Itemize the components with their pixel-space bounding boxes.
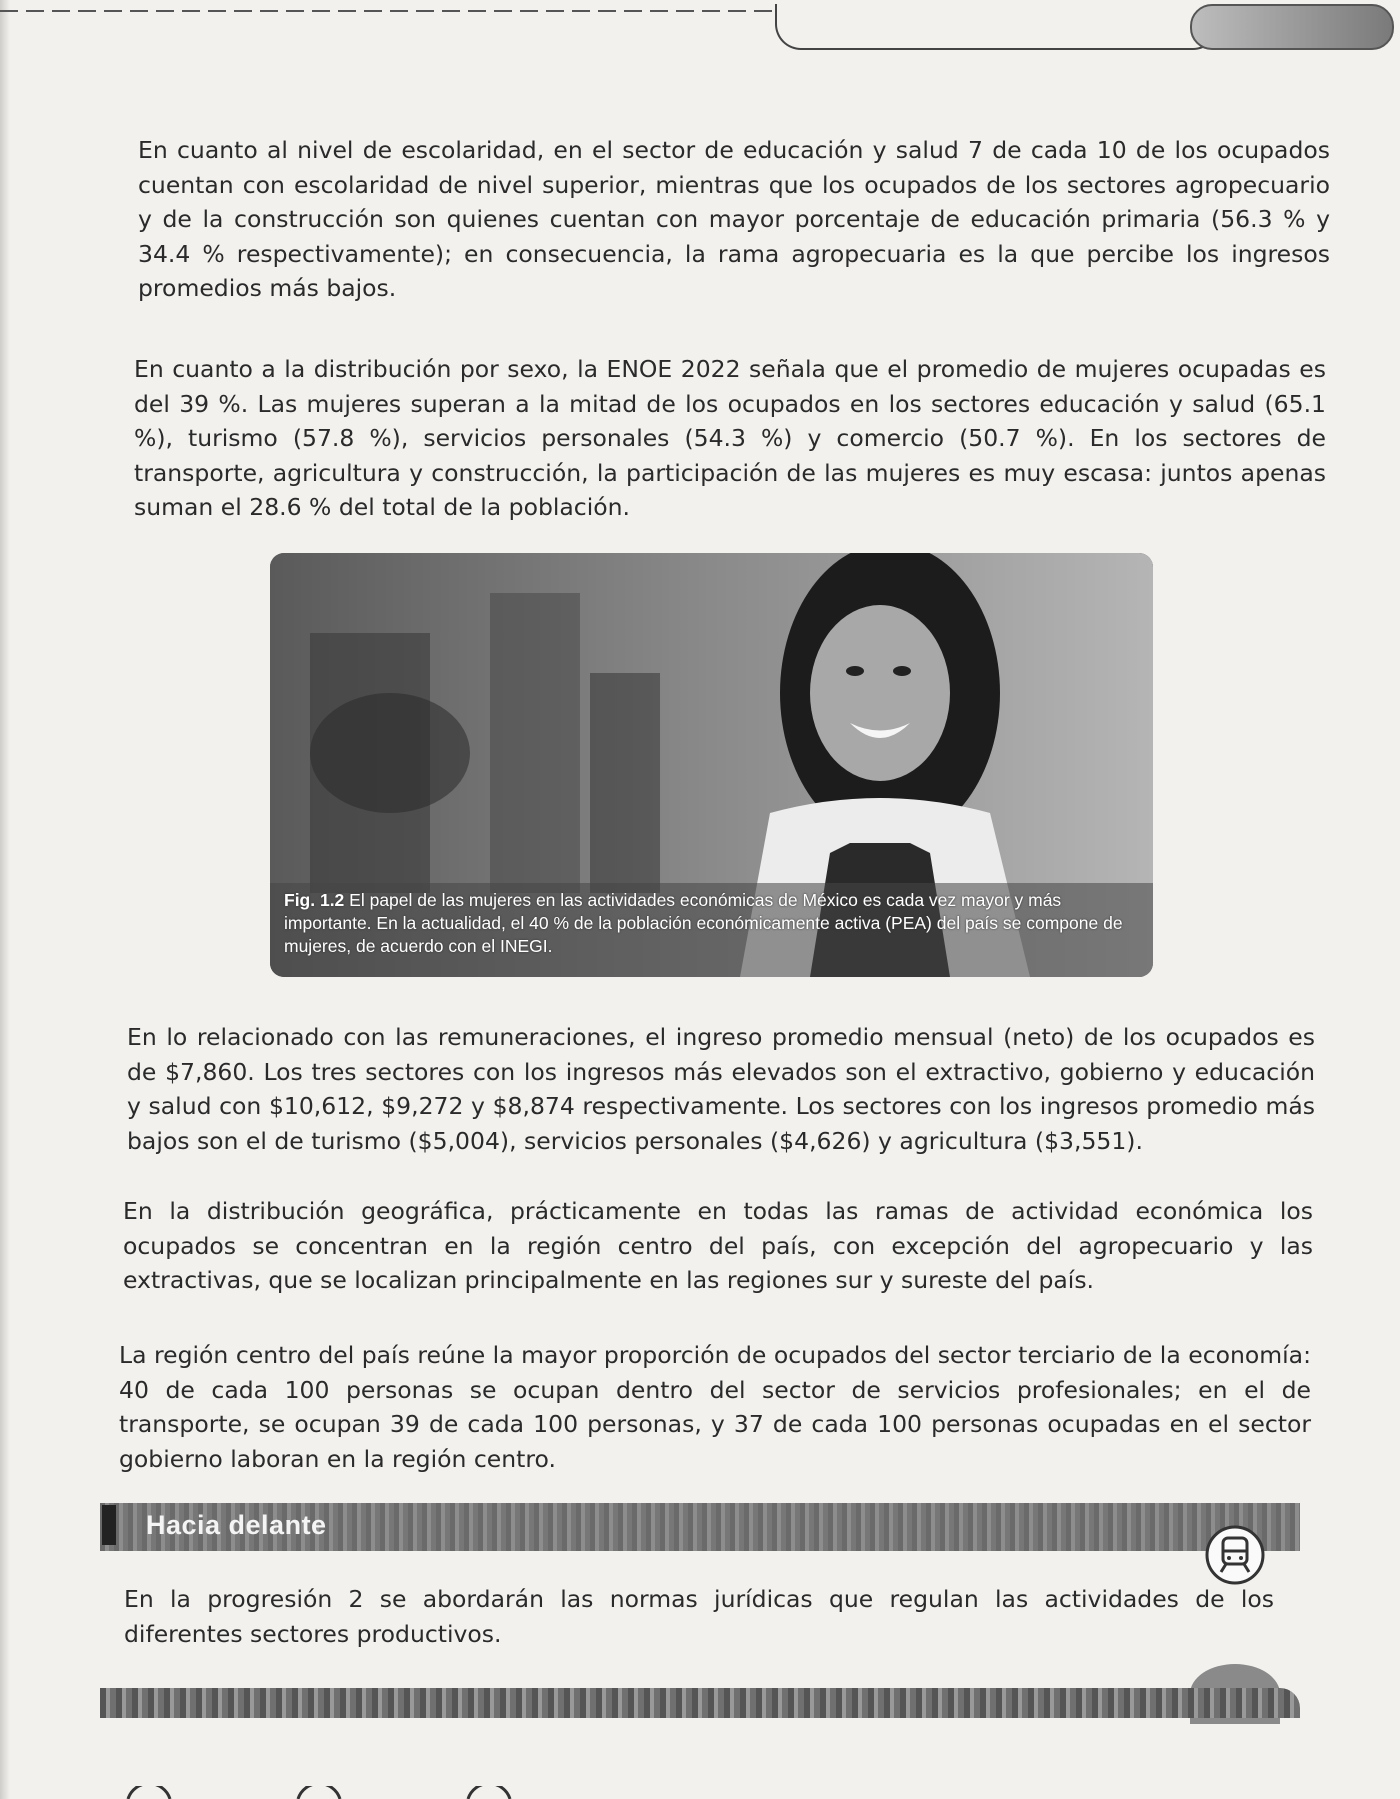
figure-photo — [270, 553, 1153, 977]
paragraph-remuneraciones: En lo relacionado con las remuneraciones, el ingreso promedio mensual (neto) de los ocupados es de $7,860. Los tres sectores con los ingresos más elevados son el extractivo, gobierno y educación y salud con $10,612, $9,272 y $8,874 respectivamente. Los sectores con los ingresos promedio más bajos son el de turismo ($5,004), servicios personales ($4,626) y agricultura ($3,551). — [127, 1023, 1315, 1155]
section-text: En la progresión 2 se abordarán las normas jurídicas que regulan las actividades de los diferentes sectores productivos. — [124, 1585, 1274, 1648]
section-tab-marker — [102, 1505, 116, 1545]
figure-caption — [270, 883, 1153, 977]
paragraph-escolaridad: En cuanto al nivel de escolaridad, en el sector de educación y salud 7 de cada 10 de los ocupados cuentan con escolaridad de nivel superior, mientras que los ocupados de los sectores agropecuario y de la construcción son quienes cuentan con mayor porcentaje de educación primaria (56.3 % y 34.4 % respectivamente); en consecuencia, la rama agropecuaria es la que percibe los ingresos promedios más bajos. — [138, 136, 1330, 302]
footer-bar — [100, 1688, 1300, 1718]
figure-caption-text: El papel de las mujeres en las actividades económicas de México es cada vez mayor y más importante. En la actualidad, el 40 % de la población económicamente activa (PEA) del país se compone de mujeres, de acuerdo con el INEGI. — [284, 890, 1123, 956]
figure-label: Fig. 1.2 — [284, 890, 345, 910]
header-tab — [775, 4, 1219, 50]
paragraph-distribucion-geografica: En la distribución geográfica, prácticamente en todas las ramas de actividad económica los ocupados se concentran en la región centro del país, con excepción del agropecuario y las extractivas, que se localizan principalmente en las regiones sur y sureste del país. — [123, 1197, 1313, 1294]
header-badge — [1190, 4, 1394, 50]
section-title: Hacia delante — [146, 1510, 327, 1540]
paragraph-region-centro: La región centro del país reúne la mayor proporción de ocupados del sector terciario de la economía: 40 de cada 100 personas se ocupan dentro del sector de servicios profesionales; en el de transporte, se ocupan 39 de cada 100 personas, y 37 de cada 100 personas ocupadas en el sector gobierno laboran en la región centro. — [119, 1341, 1311, 1473]
page-header — [0, 0, 1400, 60]
page-edge — [0, 0, 10, 1799]
paragraph-distribucion-sexo: En cuanto a la distribución por sexo, la ENOE 2022 señala que el promedio de mujeres ocupadas es del 39 %. Las mujeres superan a la mitad de los ocupados en los sectores educación y salud (65.1 %), turismo (57.8 %), servicios personales (54.3 %) y comercio (50.7 %). En los sectores de transporte, agricultura y construcción, la participación de las mujeres es muy escasa: juntos apenas suman el 28.6 % del total de la población. — [134, 355, 1326, 521]
header-dashed-line — [0, 10, 780, 12]
train-icon — [1204, 1524, 1266, 1586]
bottom-decoration — [120, 1786, 540, 1799]
